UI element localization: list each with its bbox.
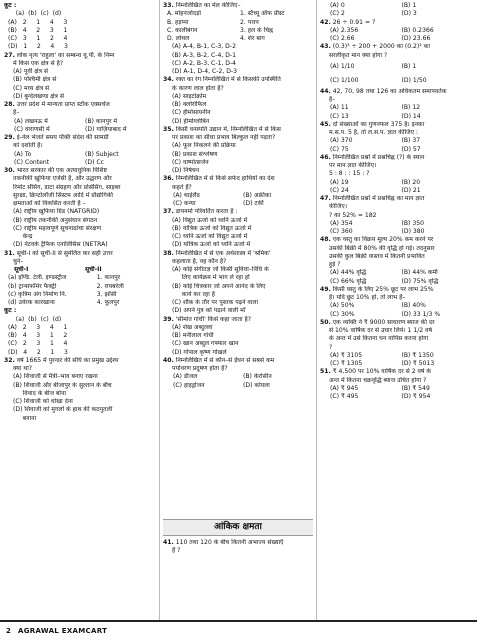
question-text: हैं ? <box>172 547 181 555</box>
option[interactable]: (A) ₹ 3105 <box>330 351 363 359</box>
option[interactable]: (B) केरोसीन <box>243 373 272 381</box>
option[interactable]: (C) 75 <box>330 145 349 153</box>
question-text: निम्नलिखित प्रश्नों में प्रश्नचिह्न का मान ज्ञात <box>332 195 425 202</box>
list-item: 2. रायबरेली <box>96 282 124 290</box>
question-number: 29. <box>4 134 15 141</box>
option[interactable]: (B) मनीलाल गांधी <box>172 332 214 339</box>
option[interactable]: (A) फूल निकलने की प्रक्रिया <box>172 142 236 150</box>
page-number: 2 <box>6 627 11 635</box>
question-number: 49. <box>320 285 331 293</box>
option[interactable]: (A) 1/10 <box>330 62 355 70</box>
question-text: में किस एक क्षेत्र से है? <box>13 59 64 67</box>
option[interactable]: (D) गोपाल कृष्ण गोखले <box>172 348 227 356</box>
question-text: उसकी कुल बिक्री वास्तव में कितनी प्रभावित <box>329 252 425 260</box>
question-number: 36. <box>163 175 174 183</box>
option[interactable]: (D) 23.66 <box>401 35 431 42</box>
option[interactable]: (A) 19 <box>330 178 349 186</box>
option[interactable]: (B) पश्चिमी क्षेत्र से <box>13 76 57 84</box>
question-51 <box>320 368 473 401</box>
question-27 <box>4 52 156 102</box>
option[interactable]: (C) ₹ 495 <box>330 393 359 400</box>
question-50 <box>320 319 473 369</box>
code-row[interactable]: (C) 2 3 1 4 <box>8 340 68 348</box>
code-heading: कूट : <box>4 2 17 9</box>
question-text: एक व्यक्ति ने ₹ 9000 साधारण ब्याज की दर <box>332 318 435 326</box>
column-middle-bottom <box>163 539 313 556</box>
question-text: निम्नलिखित में से कौन–से ईंधन से सबसे कम <box>175 356 275 364</box>
option[interactable]: (D) 14 <box>401 112 421 120</box>
list-item: (d) उर्वरक कारखाना <box>8 299 55 306</box>
question-text: तकनीकी खुफिया एजेंसी है, और उद्धरण और <box>13 175 112 183</box>
question-number: 32. <box>4 356 15 364</box>
question-text: चुने– <box>13 257 24 265</box>
option[interactable]: (C) हाइड्रोजन <box>173 381 205 389</box>
question-text: सुरक्षा, क्रिप्टोलॉजी सिस्टम आदि में प्रौद्योगिकी <box>13 191 114 199</box>
option[interactable]: (C) वाष्पोत्सर्जन <box>172 158 209 166</box>
option[interactable]: (D) 380 <box>401 228 425 235</box>
question-text: निम्नलिखित प्रश्नों में प्रश्नचिह्न (?) के स्थान <box>332 153 425 161</box>
option[interactable]: कार्य कर रहा है <box>172 290 216 298</box>
option[interactable]: (A) डीजल <box>173 373 198 381</box>
option[interactable]: (C) 13 <box>330 112 349 120</box>
question-36 <box>163 175 313 208</box>
question-48 <box>320 236 473 286</box>
option[interactable]: (D) कोयला <box>243 381 270 389</box>
option[interactable]: (A) थाईलैंड <box>173 191 200 199</box>
option[interactable]: (B) राष्ट्रीय तकनीकी अनुसंधान संगठन <box>13 216 98 224</box>
question-text: सरलीकृत मान क्या होगा ? <box>329 51 388 59</box>
option[interactable]: (A) To <box>14 150 32 158</box>
option[interactable]: (C) हीमोसायनीन <box>172 109 211 117</box>
option[interactable]: (D) 33 1/3 % <box>401 310 441 318</box>
question-text: है– <box>13 109 20 117</box>
question-33 <box>163 2 313 76</box>
option[interactable]: (B) 40% <box>401 302 426 310</box>
option[interactable]: (A) पूर्वी क्षेत्र से <box>13 68 49 75</box>
question-number: 45. <box>320 120 331 128</box>
column-left <box>4 2 156 423</box>
option[interactable]: (A) शिवाजी से मैत्री–भाव बनाए रखना <box>13 373 98 381</box>
option[interactable]: (A) 2.356 <box>330 26 359 34</box>
code-row: (C) 3 1 2 4 <box>8 35 68 42</box>
list-heading: सूची-I <box>14 266 29 273</box>
option[interactable]: (A) 11 <box>330 104 349 112</box>
question-number: 42. <box>320 18 331 26</box>
list-item: 2. पत्तन <box>240 18 259 26</box>
list-item: 1. स्टैच्यू ऑफ प्रीस्ट <box>240 10 285 18</box>
option[interactable]: (B) 20 <box>401 178 421 186</box>
option[interactable]: (D) A-1, D-4, C-2, D-3 <box>172 68 237 75</box>
list-item: B. हड़प्पा <box>167 18 189 26</box>
question-41 <box>163 539 313 556</box>
code-row[interactable]: (D) 4 2 1 3 <box>8 348 68 356</box>
option[interactable]: (B) 44% कमी <box>401 269 438 277</box>
question-49 <box>320 286 473 319</box>
option[interactable]: (C) शिवाजी को धोखा देना <box>13 398 73 405</box>
code-row: (D) 1 2 4 3 <box>8 43 68 51</box>
list-item: D. लोथल <box>167 35 190 42</box>
column-middle <box>163 2 313 390</box>
option[interactable]: (D) नेटवर्क ट्रैफिक एनालिसिस (NETRA) <box>13 241 108 249</box>
list-item: C. कालीबंगन <box>167 26 198 34</box>
option[interactable]: (D) ₹ 5013 <box>401 360 435 367</box>
option[interactable]: (C) कन्या <box>173 200 196 207</box>
option[interactable]: (A) राष्ट्रीय खुफिया ग्रिड (NATGRID) <box>13 208 100 216</box>
option[interactable]: (A) विद्युत ऊर्जा को ध्वनि ऊर्जा में <box>172 216 248 224</box>
question-number: 27. <box>4 51 15 59</box>
option[interactable]: (B) क्लोरोफिल <box>172 101 207 108</box>
question-number: 33. <box>163 2 174 9</box>
option[interactable]: (D) हीमोग्लोबिन <box>172 117 210 125</box>
question-47 <box>320 195 473 236</box>
option[interactable]: (D) बुन्देलखण्ड क्षेत्र से <box>13 92 64 100</box>
option[interactable]: (D) 21 <box>401 186 421 194</box>
question-text: अन्त में कितना चक्रवृद्धि ब्याज उचित होगा ? <box>329 376 427 384</box>
list-item: 4. शेर बाग <box>240 35 265 42</box>
option[interactable]: (D) अपने पुत्र को पढ़ाने वाली माँ <box>172 307 246 315</box>
code-heading: कूट : <box>4 307 17 315</box>
option[interactable]: (A) लखनऊ में <box>14 117 48 125</box>
question-text: ₹ 4,500 पर 10% वार्षिक दर से 2 वर्ष के <box>332 368 432 376</box>
question-text: निम्नलिखित में से किसे सफेद हाथियों का देश <box>175 175 275 183</box>
question-number: 41. <box>163 539 174 546</box>
question-text: निम्नलिखित में से एक अर्थशास्त्र में 'श्रमिक' <box>175 249 271 257</box>
question-number: 31. <box>4 249 15 257</box>
option[interactable]: (C) 2 <box>330 10 345 18</box>
question-text: निम्नलिखित का मेल कीजिए– <box>175 2 241 9</box>
question-38 <box>163 250 313 316</box>
question-text: 'सीमांत गांधी' किसे कहा जाता है? <box>175 315 251 323</box>
option[interactable]: (C) A-2, B-3, C-1, D-4 <box>172 59 237 67</box>
option[interactable]: (D) 57 <box>401 145 421 153</box>
option[interactable]: (D) शिवाजी को मुगलों के हाथ की कठपुतली <box>13 406 113 414</box>
question-number: 48. <box>320 236 331 244</box>
list-item: A. मोहनजोदड़ो <box>167 10 201 18</box>
question-number: 46. <box>320 153 331 161</box>
question-text: ? का 52% = 182 <box>329 211 377 219</box>
question-text: 110 तथा 120 के बीच कितनी अभाज्य संख्याएँ <box>175 539 284 546</box>
question-44 <box>320 88 473 121</box>
question-text: डायनमो परिवर्तित करता है : <box>175 208 238 216</box>
option[interactable]: (A) 370 <box>330 137 353 145</box>
question-text: हुई ? <box>329 261 341 268</box>
option[interactable]: (D) Cc <box>85 158 104 166</box>
question-42 <box>320 19 473 44</box>
option[interactable]: (D) गाज़ियाबाद में <box>85 125 127 133</box>
question-text: के कारण लाल होता है? <box>172 84 224 92</box>
option[interactable]: (B) 37 <box>401 137 421 145</box>
question-text: किसी वनस्पति उद्यान में, निम्नलिखित में से किस <box>175 125 281 133</box>
option[interactable]: (B) ₹ 1350 <box>401 351 434 359</box>
question-number: 30. <box>4 167 15 174</box>
question-number: 40. <box>163 356 174 364</box>
question-text: कीजिए। <box>329 203 348 211</box>
question-number: 47. <box>320 195 331 202</box>
option[interactable]: (A) 354 <box>330 219 353 227</box>
option[interactable]: (B) कोई चित्रकार जो अपने आनंद के लिए <box>172 282 266 290</box>
option[interactable]: केन्द्र <box>13 233 33 240</box>
question-text: 5 : 8 : : 15 : ? <box>329 170 370 178</box>
question-text: है। यदि छूट 10% हो, तो लाभ है– <box>329 294 406 301</box>
option[interactable]: (C) 66% वृद्धि <box>330 277 367 285</box>
column-right <box>320 2 473 401</box>
question-43 <box>320 43 473 88</box>
option[interactable]: (A) कोई संगीतज्ञ जो किसी सुविधा–निधि के <box>172 266 269 273</box>
option[interactable]: (C) राष्ट्रीय महत्वपूर्ण सूचनाढांचा संरक्षण <box>13 224 102 232</box>
question-text: रिमोट सेंसिंग, डाटा संग्रहण और प्रोसेसिंग, साइबर <box>13 183 121 191</box>
list-item: (c) कृत्रिम अंग निर्माण नि. <box>8 290 67 298</box>
question-text: के अन्त में उसे कितना धन वापिस करना होगा <box>329 335 429 343</box>
brand-name: AGRAWAL EXAMCART <box>18 627 108 635</box>
question-text: पर प्रकाश का सीधा प्रभाव बिल्कुल नहीं पड़ता? <box>172 134 276 141</box>
question-text: पर मान ज्ञात कीजिए। <box>329 162 377 169</box>
option[interactable]: (A) साइटोक्रोम <box>172 92 207 100</box>
option[interactable]: (B) 1 <box>401 62 417 70</box>
question-text: भारत सरकार की एक अत्याधुनिक विशिष्ट <box>16 167 108 174</box>
option[interactable]: (C) 360 <box>330 228 353 235</box>
question-37 <box>163 208 313 249</box>
question-number: 37. <box>163 208 174 216</box>
column-divider <box>159 0 160 620</box>
option[interactable]: (B) ₹ 549 <box>401 384 430 392</box>
option[interactable]: (A) 44% वृद्धि <box>330 269 367 277</box>
question-text: उसकी बिक्री में 80% की वृद्धि हो गई। तदनुसार <box>329 244 435 252</box>
option[interactable]: (B) Subject <box>85 150 119 158</box>
option[interactable]: (D) 75% वृद्धि <box>401 277 439 285</box>
question-number: 34. <box>163 76 174 84</box>
question-text: ? <box>329 343 333 351</box>
question-35 <box>163 126 313 176</box>
option[interactable]: (A) A-4, B-1, C-3, D-2 <box>172 43 236 51</box>
list-item: 4. फूलपुर <box>96 299 120 306</box>
question-text: 42, 70, 98 तथा 126 का अधिकतम समापवर्तक <box>332 87 447 95</box>
page-footer <box>0 620 477 640</box>
code-row: (A) 2 1 4 3 <box>8 18 68 26</box>
question-text: ई-नेल भेजते समय पंक्ति संदेश की सामग्री <box>16 134 109 141</box>
question-text: (0.3)³ ÷ 200 + 2000 का (0.2)² का <box>332 43 430 51</box>
column-divider <box>316 0 317 620</box>
section-title: आंकिक क्षमता <box>163 519 313 536</box>
option[interactable]: (D) ₹ 954 <box>401 393 431 400</box>
question-text: म.स.प. 5 है, तो ल.स.प. ज्ञात कीजिए : <box>329 129 418 136</box>
question-text: है– <box>329 96 336 103</box>
option[interactable]: (C) 1/100 <box>330 76 359 84</box>
option[interactable]: (C) 2.66 <box>330 35 355 42</box>
option[interactable]: बनाना <box>13 414 37 422</box>
question-text: पर्यावरण प्रदूषण होता है? <box>172 365 228 372</box>
question-number: 44. <box>320 87 331 95</box>
question-30 <box>4 167 156 250</box>
option[interactable]: (C) Content <box>14 158 50 166</box>
option[interactable]: (C) खान अब्दुल गफ्फार खान <box>172 340 239 348</box>
option[interactable]: (D) टर्की <box>243 200 264 207</box>
question-text: दो संख्याओं का गुणनफल 375 है। इनका <box>332 120 425 128</box>
option[interactable]: (B) अफ्रीका <box>243 191 272 199</box>
option[interactable]: (C) शौक के तौर पर पुस्तक पढ़ने वाला <box>172 299 259 306</box>
question-text: रक्त का रंग निम्नलिखित में से किसकी उपस्थिति <box>175 76 281 84</box>
list-item: (a) इण्डि. टेली. इण्डस्ट्रीज <box>8 274 67 282</box>
option[interactable]: (C) 24 <box>330 186 349 194</box>
option[interactable]: (C) ध्वनि ऊर्जा को विद्युत ऊर्जा में <box>172 233 248 240</box>
code-row: (B) 4 2 3 1 <box>8 26 68 34</box>
option[interactable]: (B) 350 <box>401 219 425 227</box>
option[interactable]: विवाद के बीज बोना <box>13 389 66 397</box>
option[interactable]: (B) 1 <box>401 2 417 9</box>
option[interactable]: (A) 0 <box>330 2 345 9</box>
option[interactable]: (B) यांत्रिक ऊर्जा को विद्युत ऊर्जा में <box>172 224 252 232</box>
question-text: कहलाता है, वह कौन है? <box>172 257 227 265</box>
option[interactable]: (B) शिवाजी और बीजापुर के सुल्तान के बीच <box>13 381 112 389</box>
option[interactable]: (D) 3 <box>401 10 417 18</box>
question-34 <box>163 76 313 126</box>
code-labels: (a) (b) (c) (d) <box>8 315 62 323</box>
code-row[interactable]: (B) 4 3 1 2 <box>8 332 68 339</box>
question-28 <box>4 101 156 134</box>
question-text: क्षमताओं को विकसित करती है – <box>13 200 86 207</box>
option[interactable]: (C) मध्य क्षेत्र से <box>13 84 50 92</box>
option[interactable]: (D) 1/50 <box>401 76 427 84</box>
question-text: सूची-I को सूची-II से सुमेलित कर सही उत्तर <box>16 249 113 257</box>
question-number: 39. <box>163 315 174 323</box>
question-text: वर्ष 1665 में पुरन्दर की संधि का प्रमुख उद्देश्य <box>16 356 119 364</box>
option[interactable]: (A) 50% <box>330 302 355 310</box>
question-46 <box>320 154 473 195</box>
question-number: 35. <box>163 125 174 133</box>
option[interactable]: (C) वाराणसी में <box>14 125 50 133</box>
question-29 <box>4 134 156 167</box>
question-number: 51. <box>320 368 331 376</box>
code-row[interactable]: (A) 2 3 4 1 <box>8 323 68 331</box>
option[interactable]: (B) A-3, B-2, C-4, D-1 <box>172 51 236 59</box>
question-text: से 10% वार्षिक दर से उधार लिये। 1 1/2 वर्ष <box>329 327 432 334</box>
question-39 <box>163 316 313 357</box>
question-number: 38. <box>163 249 174 257</box>
question-text: 26 ÷ 0.91 = ? <box>332 18 376 26</box>
list-item: 1. कानपुर <box>96 274 121 282</box>
option[interactable]: लिए कार्यक्रम में भाग ले रहा हो <box>172 274 250 282</box>
question-31 <box>4 250 156 357</box>
question-text: एक वस्तु का विक्रय मूल्य 20% कम करने पर <box>332 236 434 244</box>
option[interactable]: (B) 12 <box>401 104 421 112</box>
option[interactable]: (D) निषेचन <box>172 167 200 174</box>
question-number: 28. <box>4 101 15 108</box>
option[interactable]: (C) ₹ 1305 <box>330 360 363 367</box>
question-text: को दर्शाती है। <box>13 142 43 150</box>
code-labels: (a) (b) (c) (d) <box>8 10 62 18</box>
question-text: क्या था? <box>13 365 33 372</box>
list-item: 3. हल के चिह्न <box>240 26 273 34</box>
question-45 <box>320 121 473 154</box>
list-item: 3. झाँसी <box>96 290 117 298</box>
option[interactable]: (C) 30% <box>330 310 355 318</box>
question-number: 43. <box>320 43 331 51</box>
option[interactable]: (B) प्रकाश संश्लेषण <box>172 150 218 158</box>
option[interactable]: (A) ₹ 945 <box>330 384 359 392</box>
question-text: लोक नृत्य 'राहुला' का सम्बन्ध यू.पी. के निम्न <box>16 51 115 59</box>
question-40 <box>163 357 313 390</box>
question-text: उत्तर प्रदेश में मान्यता प्राप्त स्टॉक एक्सचेंज <box>16 101 110 108</box>
list-heading: सूची-II <box>85 266 102 273</box>
question-text: कहते हैं? <box>172 183 192 191</box>
question-number: 50. <box>320 318 331 326</box>
option[interactable]: (D) यांत्रिक ऊर्जा को ध्वनि ऊर्जा में <box>172 241 251 249</box>
question-text: किसी वस्तु के लिए 25% छूट पर लाभ 25% <box>332 285 434 293</box>
option[interactable]: (B) कानपुर में <box>85 117 118 125</box>
option[interactable]: (B) 0.2366 <box>401 26 434 34</box>
option[interactable]: (A) शेख अब्दुल्ला <box>172 323 213 331</box>
list-item: (b) ट्रान्सफॉर्मर फैक्ट्री <box>8 282 57 290</box>
question-32 <box>4 357 156 423</box>
